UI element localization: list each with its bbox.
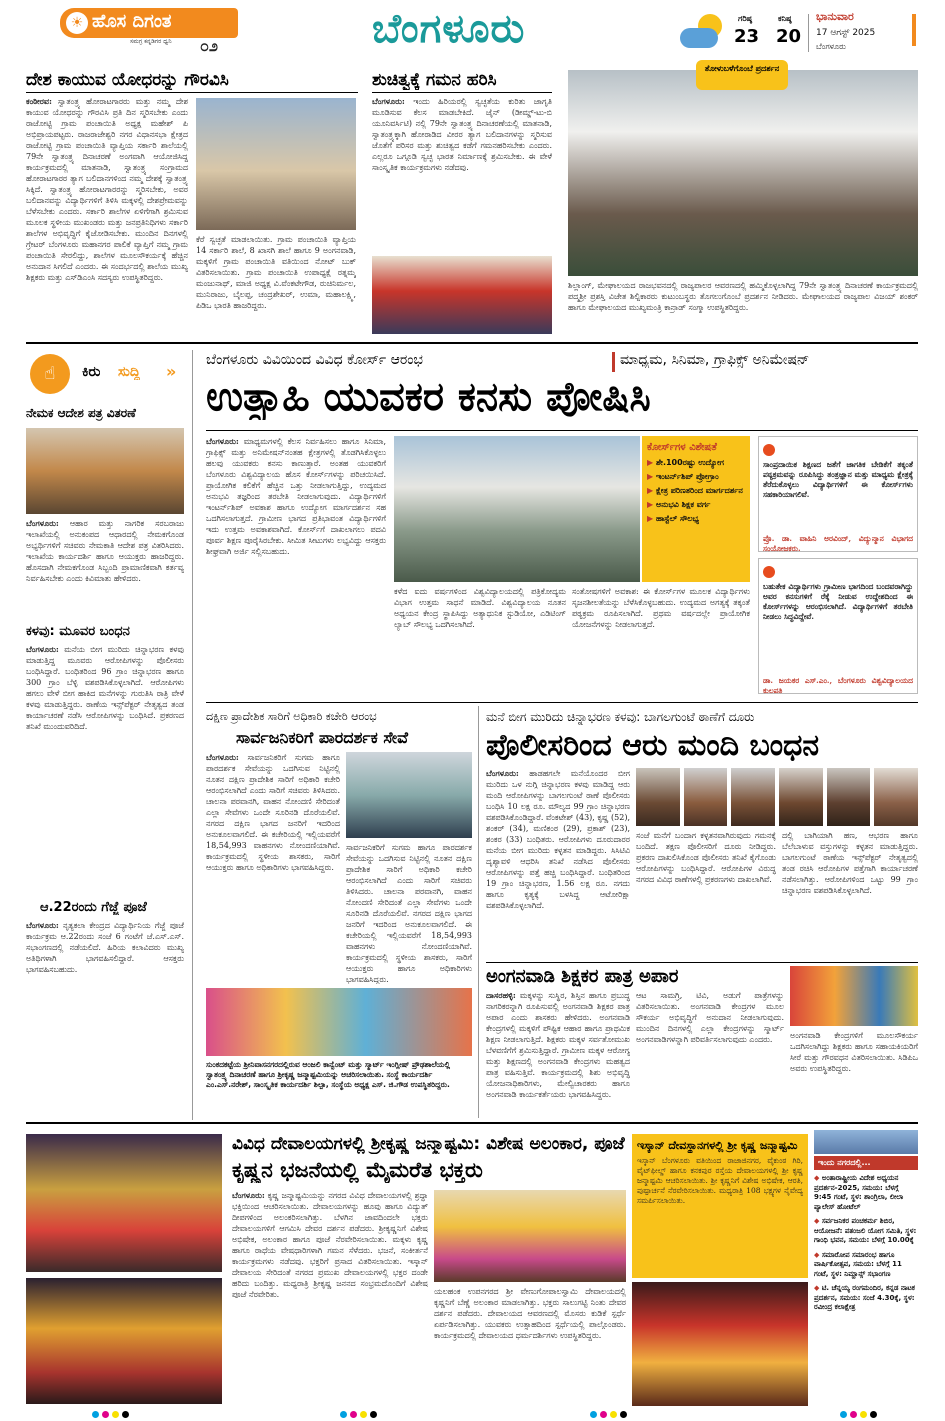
lead-quote1-box <box>758 436 918 552</box>
max-temp-label: ಗರಿಷ್ಠ <box>738 14 752 23</box>
anganwadi-body-3: ಅಂಗನವಾಡಿ ಕೇಂದ್ರಗಳಿಗೆ ಮೂಲಸೌಕರ್ಯ ಒದಗಿಸಲಾಗಿದ್ದು ಶಿಕ್ಷಕರು ಹಾಗೂ ಸಹಾಯಕಿಯರಿಗೆ ಸೀರೆ ಮತ್ತು ಗೌರವಧನ ವಿತರಿಸಲಾಯಿತು. ಸಿಡಿಪಿಒ ಅವರು ಉಪಸ್ಥಿತರಿದ್ದರು. <box>790 1031 918 1073</box>
min-temp: 20 <box>776 26 802 47</box>
police-body-3: ದಲ್ಲಿ ಬಾಗಿಯಾಗಿ ಹಣ, ಆಭರಣ ಹಾಗೂ ಬೆಲೆಬಾಳುವ ವಸ್ತುಗಳನ್ನು ಕಳ್ಳತನ ಮಾಡುತ್ತಿದ್ದರು. ಬಾಗಲಗುಂಟೆ ಠಾಣೆಯ ಇನ್ಸ್‌ಪೆಕ್ಟರ್ ನೇತೃತ್ವದಲ್ಲಿ ತಂಡ ರಚಿಸಿ ಆರೋಪಿಗಳ ಪತ್ತೆಗಾಗಿ ಕಾರ್ಯಾಚರಣೆ ನಡೆಸಲಾಗಿತ್ತು. ಆರೋಪಿಗಳಿಂದ ಒಟ್ಟು 99 ಗ್ರಾಂ ಚಿನ್ನಾಭರಣ ವಶಪಡಿಸಿಕೊಳ್ಳಲಾಗಿದೆ. <box>782 831 918 895</box>
iskcon-title: ಇಸ್ಕಾನ್ ದೇವಸ್ಥಾನಗಳಲ್ಲಿ ಶ್ರೀ ಕೃಷ್ಣ ಜನ್ಮಾಷ್ಟಮಿ <box>637 1139 798 1152</box>
registration-dot <box>840 1411 847 1418</box>
school-caption: ಸುಂಕದಕಟ್ಟೆಯ ಶ್ರೀನಿವಾಸನಗರದಲ್ಲಿರುವ ಆಂಜಲಿ ಕಾನ್ವೆಂಟ್ ಮತ್ತು ಸ್ಮಾರ್ಟ್ ಇಂಗ್ಲೀಷ್ ಪ್ರೌಢಶಾಲೆಯಲ್ಲಿ ಸ್ವಾತಂತ್ರ್ಯ ದಿನಾಚರಣೆ ಹಾಗೂ ಶ್ರೀಕೃಷ್ಣ ಜನ್ಮಾಷ್ಟಮಿಯನ್ನು ಆಚರಿಸಲಾಯಿತು. ಸಂಸ್ಥೆ ಕಾರ್ಯದರ್ಶಿ ಎಂ.ಎಸ್.ನರೇಶ್, ಸಾಂಸ್ಕೃತಿಕ ಕಾರ್ಯದರ್ಶಿ ಶಿಲ್ಪಾ, ಸಂಸ್ಥೆಯ ಅಧ್ಯಕ್ಷ ಎಸ್. ಜಿ.ಗೌಡ ಉಪಸ್ಥಿತರಿದ್ದರು. <box>206 1060 451 1089</box>
story2-headline: ಶುಚಿತ್ವಕ್ಕೆ ಗಮನ ಹರಿಸಿ <box>372 70 497 90</box>
brand-tagline: ಸಮಗ್ರ ಕನ್ನಡಿಗರ ಧ್ವನಿ <box>130 38 172 45</box>
story2-rule <box>372 92 552 93</box>
bullet-icon: ◆ <box>814 1284 822 1292</box>
office-column-rule <box>478 706 479 1118</box>
lead-quote1-by: ಪ್ರೊ. ಡಾ. ವಾಹಿನಿ ಅರವಿಂದ್, ವಿದ್ಯುನ್ಮಾನ ವಿಭಾಗದ ಸಂಯೋಜಕರು. <box>763 534 913 553</box>
color-registration-marks <box>840 1411 877 1418</box>
police-headline: ಪೊಲೀಸರಿಂದ ಆರು ಮಂದಿ ಬಂಧನ <box>486 728 820 763</box>
school-photo <box>206 988 472 1056</box>
city-title: ಬೆಂಗಳೂರು <box>372 6 526 52</box>
events-list <box>814 1174 918 1408</box>
anganwadi-body-2: ಆಟ ಸಾಮಗ್ರಿ, ಟಿವಿ, ಅಡುಗೆ ಪಾತ್ರೆಗಳನ್ನು ವಿತರಿಸಲಾಯಿತು. ಅಂಗನವಾಡಿ ಕೇಂದ್ರಗಳ ಮೂಲ ಸೌಕರ್ಯ ಅಭಿವೃದ್ಧಿಗೆ ಅನುದಾನ ನೀಡಲಾಗುವುದು. ಮುಂದಿನ ದಿನಗಳಲ್ಲಿ ಎಲ್ಲಾ ಕೇಂದ್ರಗಳನ್ನು ಸ್ಮಾರ್ಟ್ ಅಂಗನವಾಡಿಗಳನ್ನಾಗಿ ಪರಿವರ್ತಿಸಲಾಗುವುದು ಎಂದರು. <box>636 991 784 1044</box>
lead-feature-label: ಶೇ.100ರಷ್ಟು ಉದ್ಯೋಗ <box>655 458 724 467</box>
masthead-accent-bar <box>912 14 916 46</box>
krishna-headline-2: ಕೃಷ್ಣನ ಭಜನೆಯಲ್ಲಿ ಮೈಮರೆತ ಭಕ್ತರು <box>232 1158 483 1182</box>
story2-body: ಬೆಂಗಳೂರು: ಇಂದು ಹಿರಿಯರಲ್ಲಿ ಸ್ವಚ್ಛತೆಯ ಕುರಿತು ಜಾಗೃತಿ ಮೂಡಿಸುವ ಕೆಲಸ ಮಾಡಬೇಕಿದೆ. ಜೈನ್ (ಡೀಮ್ಡ್-ಟು-ಬಿ ಯೂನಿವರ್ಸಿಟಿ) ನಲ್ಲಿ 79ನೇ ಸ್ವಾತಂತ್ರ್ಯ ದಿನಾಚರಣೆಯಲ್ಲಿ ಮಾತನಾಡಿ, ಸ್ವಾತಂತ್ರ್ಯಕ್ಕಾಗಿ ಹೋರಾಡಿದ ವೀರರ ತ್ಯಾಗ ಬಲಿದಾನಗಳನ್ನು ಸ್ಮರಿಸುವ ಜೊತೆಗೆ ಪರಿಸರ ಮತ್ತು ಶುಚಿತ್ವದ ಕಡೆಗೆ ಗಮನಹರಿಸಬೇಕು ಎಂದರು. ಎಲ್ಲರೂ ಒಗ್ಗೂಡಿ ಸ್ವಚ್ಛ ಭಾರತ ನಿರ್ಮಾಣಕ್ಕೆ ಶ್ರಮಿಸಬೇಕು. ಈ ವೇಳೆ ಸಾಂಸ್ಕೃತಿಕ ಕಾರ್ಯಕ್ರಮಗಳು ನಡೆದವು. <box>372 96 552 172</box>
lead-feature-label: ಕ್ಷೇತ್ರ ಪರಿಣತರಿಂದ ಮಾರ್ಗದರ್ಶನ <box>655 486 743 495</box>
police-body-2: ಸಂಜೆ ಮನೆಗೆ ಬಂದಾಗ ಕಳ್ಳತನವಾಗಿರುವುದು ಗಮನಕ್ಕೆ ಬಂದಿದೆ. ತಕ್ಷಣ ಪೊಲೀಸರಿಗೆ ದೂರು ನೀಡಿದ್ದರು. ಪ್ರಕರಣ ದಾಖಲಿಸಿಕೊಂಡ ಪೊಲೀಸರು ತನಿಖೆ ಕೈಗೊಂಡು ಆರೋಪಿಗಳನ್ನು ಬಂಧಿಸಿದ್ದಾರೆ. ಆರೋಪಿಗಳ ವಿರುದ್ಧ ನಗರದ ವಿವಿಧ ಠಾಣೆಗಳಲ್ಲಿ ಪ್ರಕರಣಗಳು ದಾಖಲಾಗಿವೆ. <box>636 831 776 884</box>
events-title: ಇಂದು ನಗರದಲ್ಲಿ... <box>814 1156 918 1170</box>
kiru-item3-title: ಆ.22ರಂದು ಗೆಜ್ಜೆ ಪೂಜೆ <box>40 900 147 915</box>
arrow-right-icon: ▶ <box>647 500 656 509</box>
story3-badge: ತೋಳುಬಳೆಗೊಂಬೆ ಪ್ರದರ್ಶನ <box>696 60 788 90</box>
krishna-body-2: ಯಲಹಂಕ ಉಪನಗರದ ಶ್ರೀ ವೇಣುಗೋಪಾಲಸ್ವಾಮಿ ದೇವಾಲಯದಲ್ಲಿ ಕೃಷ್ಣನಿಗೆ ಬೆಣ್ಣೆ ಅಲಂಕಾರ ಮಾಡಲಾಗಿತ್ತು. ಭಕ್ತರು ಸಾಲುಗಟ್ಟಿ ನಿಂತು ದೇವರ ದರ್ಶನ ಪಡೆದರು. ದೇವಾಲಯದ ಆವರಣದಲ್ಲಿ ಮೊಸರು ಕುಡಿಕೆ ಸ್ಪರ್ಧೆ ಏರ್ಪಡಿಸಲಾಗಿತ್ತು. ಯುವಕರು ಉತ್ಸಾಹದಿಂದ ಸ್ಪರ್ಧೆಯಲ್ಲಿ ಪಾಲ್ಗೊಂಡರು. ಕಾರ್ಯಕ್ರಮದಲ್ಲಿ ದೇವಾಲಯದ ಧರ್ಮದರ್ಶಿಗಳು ಉಪಸ್ಥಿತರಿದ್ದರು. <box>434 1287 626 1340</box>
bullet-icon: ◆ <box>814 1174 822 1182</box>
lead-kicker-separator <box>612 352 615 372</box>
registration-dot <box>610 1411 617 1418</box>
registration-dot <box>112 1411 119 1418</box>
anganwadi-body: ದಾಸರಹಳ್ಳಿ: ಮಕ್ಕಳನ್ನು ಸುಸ್ಥಿರ, ಶಿಸ್ತಿನ ಹಾಗೂ ಪ್ರಬುದ್ಧ ನಾಗರಿಕರನ್ನಾಗಿ ರೂಪಿಸುವಲ್ಲಿ ಅಂಗನವಾಡಿ ಶಿಕ್ಷಕರ ಪಾತ್ರ ಅಪಾರ ಎಂದು ಶಾಸಕರು ಹೇಳಿದರು. ಅಂಗನವಾಡಿ ಕೇಂದ್ರಗಳಲ್ಲಿ ಮಕ್ಕಳಿಗೆ ಪೌಷ್ಟಿಕ ಆಹಾರ ಹಾಗೂ ಪ್ರಾಥಮಿಕ ಶಿಕ್ಷಣ ನೀಡಲಾಗುತ್ತಿದೆ. ಶಿಕ್ಷಕರು ಮಕ್ಕಳ ಸರ್ವತೋಮುಖ ಬೆಳವಣಿಗೆಗೆ ಶ್ರಮಿಸುತ್ತಿದ್ದಾರೆ. ಗ್ರಾಮೀಣ ಮಕ್ಕಳ ಆರೋಗ್ಯ ಮತ್ತು ಶಿಕ್ಷಣದಲ್ಲಿ ಅಂಗನವಾಡಿ ಕೇಂದ್ರಗಳು ಮಹತ್ವದ ಪಾತ್ರ ವಹಿಸುತ್ತಿವೆ. ಕಾರ್ಯಕ್ರಮದಲ್ಲಿ ಶಿಶು ಅಭಿವೃದ್ಧಿ ಯೋಜನಾಧಿಕಾರಿಗಳು, ಮೇಲ್ವಿಚಾರಕರು ಹಾಗೂ ಅಂಗನವಾಡಿ ಕಾರ್ಯಕರ್ತೆಯರು ಭಾಗವಹಿಸಿದ್ದರು. <box>486 990 630 1099</box>
skyline-icon <box>814 1130 918 1154</box>
lead-feature-item <box>647 499 745 510</box>
story1-photo <box>196 98 356 230</box>
sun-cloud-icon <box>680 14 726 52</box>
registration-dot <box>102 1411 109 1418</box>
row2-divider <box>206 702 918 703</box>
row3-divider <box>26 1122 918 1124</box>
story3-photo <box>568 70 918 276</box>
registration-dot <box>590 1411 597 1418</box>
lead-rule <box>206 430 918 431</box>
suspect-photo <box>827 768 871 826</box>
suspect-photo <box>779 768 823 826</box>
edition-name: ಬೆಂಗಳೂರು <box>816 42 846 51</box>
kiru-item1-body: ಬೆಂಗಳೂರು: ಆಹಾರ ಮತ್ತು ನಾಗರಿಕ ಸರಬರಾಜು ಇಲಾಖೆಯಲ್ಲಿ ಅನುಕಂಪದ ಆಧಾರದಲ್ಲಿ ನೇಮಕಗೊಂಡ ಅಭ್ಯರ್ಥಿಗಳಿಗೆ ಸಚಿವರು ನೇಮಕಾತಿ ಆದೇಶ ಪತ್ರ ವಿತರಿಸಿದರು. ಇಲಾಖೆಯ ಕಾರ್ಯದರ್ಶಿ ಹಾಗೂ ಆಯುಕ್ತರು ಹಾಜರಿದ್ದರು. ಹೊಸದಾಗಿ ನೇಮಕಗೊಂಡ ಸಿಬ್ಬಂದಿ ಪ್ರಾಮಾಣಿಕವಾಗಿ ಕರ್ತವ್ಯ ನಿರ್ವಹಿಸಬೇಕು ಎಂದು ಕಿವಿಮಾತು ಹೇಳಿದರು. <box>26 518 184 583</box>
chevron-right-icon: » <box>166 362 177 381</box>
color-registration-marks <box>92 1411 129 1418</box>
event-text: ಟಿ. ಚೆನ್ನಯ್ಯ ರಂಗಮಂದಿರ, ಕನ್ನಡ ನಾಟಕ ಪ್ರದರ್ಶನ, ಸಮಯ: ಸಂಜೆ 4.30ಕ್ಕೆ, ಸ್ಥಳ: ರವೀಂದ್ರ ಕಲಾಕ್ಷೇತ್ರ <box>814 1284 915 1311</box>
lead-headline: ಉತ್ಸಾಹಿ ಯುವಕರ ಕನಸು ಪೋಷಿಸಿ <box>206 374 651 420</box>
arrow-right-icon: ▶ <box>647 472 656 481</box>
brand-name: ಹೊಸ ದಿಗಂತ <box>92 11 172 32</box>
issue-date: 17 ಆಗಸ್ಟ್ 2025 <box>816 28 876 38</box>
story2-photo <box>372 256 552 334</box>
krishna-photo-3 <box>434 1190 626 1282</box>
lead-features-box <box>642 436 750 582</box>
row1-divider <box>26 342 918 344</box>
lead-feature-label: ಹಾಸ್ಟೆಲ್ ಸೌಲಭ್ಯ <box>655 514 699 523</box>
hand-icon: ☝ <box>30 354 70 394</box>
lead-body: ಬೆಂಗಳೂರು: ಮಾಧ್ಯಮಗಳಲ್ಲಿ ಕೆಲಸ ನಿರ್ವಹಿಸಲು ಹಾಗೂ ಸಿನಿಮಾ, ಗ್ರಾಫಿಕ್ಸ್ ಮತ್ತು ಅನಿಮೇಷನ್‌ನಂತಹ ಕ್ಷೇತ್ರಗಳಲ್ಲಿ ತೊಡಗಿಸಿಕೊಳ್ಳಲು ಹಲವು ಯುವಕರು ಕನಸು ಕಾಣುತ್ತಾರೆ. ಅಂತಹ ಯುವಕರಿಗೆ ಬೆಂಗಳೂರು ವಿಶ್ವವಿದ್ಯಾಲಯ ಹೊಸ ಕೋರ್ಸ್‌ಗಳನ್ನು ಪರಿಚಯಿಸಿದೆ. ಪ್ರಾಯೋಗಿಕ ಕಲಿಕೆಗೆ ಹೆಚ್ಚಿನ ಒತ್ತು ನೀಡಲಾಗುತ್ತಿದ್ದು, ಉದ್ಯಮದ ಅನುಭವಿ ತಜ್ಞರಿಂದ ತರಬೇತಿ ನೀಡಲಾಗುವುದು. ವಿದ್ಯಾರ್ಥಿಗಳಿಗೆ ಇಂಟರ್ನ್‌ಶಿಪ್ ಅವಕಾಶ ಹಾಗೂ ಉದ್ಯೋಗ ಮಾರ್ಗದರ್ಶನ ಸಹ ಒದಗಿಸಲಾಗುತ್ತದೆ. ಗ್ರಾಮೀಣ ಭಾಗದ ಪ್ರತಿಭಾವಂತ ವಿದ್ಯಾರ್ಥಿಗಳಿಗೆ ಇದು ಉತ್ತಮ ಅವಕಾಶವಾಗಿದೆ. ಕೋರ್ಸ್‌ಗೆ ದಾಖಲಾಗಲು ಪದವಿ ಪೂರ್ವ ಶಿಕ್ಷಣ ಪೂರೈಸಿರಬೇಕು. ಸೀಮಿತ ಸೀಟುಗಳು ಲಭ್ಯವಿದ್ದು ಆಸಕ್ತರು ಶೀಘ್ರವಾಗಿ ಅರ್ಜಿ ಸಲ್ಲಿಸಬಹುದು. <box>206 436 386 556</box>
lead-kicker-b: ಮಾಧ್ಯಮ, ಸಿನಿಮಾ, ಗ್ರಾಫಿಕ್ಸ್ ಅನಿಮೇಷನ್ <box>620 352 810 368</box>
registration-dot <box>620 1411 627 1418</box>
office-body: ಬೆಂಗಳೂರು: ಸಾರ್ವಜನಿಕರಿಗೆ ಸುಗಮ ಹಾಗೂ ಪಾರದರ್ಶಕ ಸೇವೆಯನ್ನು ಒದಗಿಸುವ ನಿಟ್ಟಿನಲ್ಲಿ ನೂತನ ದಕ್ಷಿಣ ಪ್ರಾದೇಶಿಕ ಸಾರಿಗೆ ಅಧಿಕಾರಿ ಕಚೇರಿ ಆರಂಭಿಸಲಾಗಿದೆ ಎಂದು ಸಾರಿಗೆ ಸಚಿವರು ತಿಳಿಸಿದರು. ಚಾಲನಾ ಪರವಾನಗಿ, ವಾಹನ ನೋಂದಣಿ ಸೇರಿದಂತೆ ಎಲ್ಲಾ ಸೇವೆಗಳು ಒಂದೇ ಸೂರಿನಡಿ ದೊರೆಯಲಿವೆ. ನಗರದ ದಕ್ಷಿಣ ಭಾಗದ ಜನರಿಗೆ ಇದರಿಂದ ಅನುಕೂಲವಾಗಲಿದೆ. ಈ ಕಚೇರಿಯಲ್ಲಿ ಇಲ್ಲಿಯವರೆಗೆ 18,54,993 ವಾಹನಗಳು ನೋಂದಣಿಯಾಗಿವೆ. ಕಾರ್ಯಕ್ರಮದಲ್ಲಿ ಸ್ಥಳೀಯ ಶಾಸಕರು, ಸಾರಿಗೆ ಆಯುಕ್ತರು ಹಾಗೂ ಅಧಿಕಾರಿಗಳು ಭಾಗವಹಿಸಿದ್ದರು. <box>206 752 340 872</box>
brand-logo <box>60 8 238 55</box>
registration-dot <box>370 1411 377 1418</box>
lead-quote2-by: ಡಾ. ಜಯಕರ ಎಸ್.ಎಂ., ಬೆಂಗಳೂರು ವಿಶ್ವವಿದ್ಯಾಲಯದ ಕುಲಪತಿ <box>763 676 913 695</box>
anganwadi-photo <box>790 966 918 1026</box>
event-text: ಅಂತಾರಾಷ್ಟ್ರೀಯ ವಿದೇಶ ಅಧ್ಯಯನ ಪ್ರದರ್ಶನ-2025, ಸಮಯ: ಬೆಳಗ್ಗೆ 9:45 ಗಂಟೆ, ಸ್ಥಳ: ಶಾಂಗ್ರಿಲಾ, ಲೀಲಾ ಪ್ಯಾಲೇಸ್ ಹೋಟೆಲ್ <box>814 1174 904 1211</box>
max-temp: 23 <box>734 26 760 47</box>
office-photo <box>346 752 472 838</box>
krishna-body: ಬೆಂಗಳೂರು: ಕೃಷ್ಣ ಜನ್ಮಾಷ್ಟಮಿಯನ್ನು ನಗರದ ವಿವಿಧ ದೇವಾಲಯಗಳಲ್ಲಿ ಶ್ರದ್ಧಾ ಭಕ್ತಿಯಿಂದ ಆಚರಿಸಲಾಯಿತು. ದೇವಾಲಯಗಳನ್ನು ಹೂವು ಹಾಗೂ ವಿದ್ಯುತ್ ದೀಪಗಳಿಂದ ಅಲಂಕರಿಸಲಾಗಿತ್ತು. ಬೆಳಗಿನ ಜಾವದಿಂದಲೇ ಭಕ್ತರು ದೇವಾಲಯಗಳಿಗೆ ಆಗಮಿಸಿ ದೇವರ ದರ್ಶನ ಪಡೆದರು. ಶ್ರೀಕೃಷ್ಣನಿಗೆ ವಿಶೇಷ ಅಭಿಷೇಕ, ಅಲಂಕಾರ ಹಾಗೂ ಪೂಜೆ ನೆರವೇರಿಸಲಾಯಿತು. ಮಕ್ಕಳು ಕೃಷ್ಣ ಹಾಗೂ ರಾಧೆಯ ವೇಷಧಾರಿಗಳಾಗಿ ಗಮನ ಸೆಳೆದರು. ಭಜನೆ, ಸಂಕೀರ್ತನೆ ಕಾರ್ಯಕ್ರಮಗಳು ನಡೆದವು. ಭಕ್ತರಿಗೆ ಪ್ರಸಾದ ವಿತರಿಸಲಾಯಿತು. ಇಸ್ಕಾನ್ ದೇವಾಲಯ ಸೇರಿದಂತೆ ನಗರದ ಪ್ರಮುಖ ದೇವಾಲಯಗಳಲ್ಲಿ ಭಕ್ತರ ದಂಡೇ ಹರಿದು ಬಂದಿತ್ತು. ಮಧ್ಯರಾತ್ರಿ ಶ್ರೀಕೃಷ್ಣ ಜನನದ ಸಂಭ್ರಮದೊಂದಿಗೆ ವಿಶೇಷ ಪೂಜೆ ನೆರವೇರಿತು. <box>232 1190 428 1299</box>
lead-kicker-a: ಬೆಂಗಳೂರು ವಿವಿಯಿಂದ ವಿವಿಧ ಕೋರ್ಸ್ ಆರಂಭ <box>206 352 423 368</box>
office-headline: ಸಾರ್ವಜನಿಕರಿಗೆ ಪಾರದರ್ಶಕ ಸೇವೆ <box>236 728 409 747</box>
lamp-icon: ☀ <box>66 12 88 34</box>
story1-body: ಕಂಠೀರವ: ಸ್ವಾತಂತ್ರ್ಯ ಹೋರಾಟಗಾರರು ಮತ್ತು ನಮ್ಮ ದೇಶ ಕಾಯುವ ಯೋಧರನ್ನು ಗೌರವಿಸಿ ಪ್ರತಿ ದಿನ ಸ್ಮರಿಸಬೇಕು ಎಂದು ರಾಜೋಟ್ಟಿ ಗ್ರಾಮ ಪಂಚಾಯಿತಿ ಅಧ್ಯಕ್ಷ ಮಹೇಶ್ ಪಿ ಅಭಿಪ್ರಾಯಪಟ್ಟರು. ರಾಜರಾಜೇಶ್ವರಿ ನಗರ ವಿಧಾನಸಭಾ ಕ್ಷೇತ್ರದ ರಾಜೋಟ್ಟಿ ಗ್ರಾಮ ಪಂಚಾಯಿತಿ ವ್ಯಾಪ್ತಿಯ ಸರ್ಕಾರಿ ಶಾಲೆಯಲ್ಲಿ 79ನೇ ಸ್ವಾತಂತ್ರ್ಯ ದಿನಾಚರಣೆ ಅಂಗವಾಗಿ ಆಯೋಜಿಸಿದ್ದ ಕಾರ್ಯಕ್ರಮದಲ್ಲಿ ಮಾತನಾಡಿ, ಸ್ವಾತಂತ್ರ್ಯ ಸಂಗ್ರಾಮದ ಹೋರಾಟಗಾರರ ತ್ಯಾಗ ಬಲಿದಾನಗಳಿಂದ ನಮ್ಮ ದೇಶಕ್ಕೆ ಸ್ವಾತಂತ್ರ್ಯ ಸಿಕ್ಕಿದೆ. ಸ್ವಾತಂತ್ರ್ಯ ಹೋರಾಟಗಾರರನ್ನು ಸ್ಮರಿಸಬೇಕು, ಅವರ ಬಲಿದಾನವನ್ನು ವಿದ್ಯಾರ್ಥಿಗಳಿಗೆ ತಿಳಿಸಿ ಮಕ್ಕಳಲ್ಲಿ ದೇಶಪ್ರೇಮವನ್ನು ಬೆಳೆಸಬೇಕು ಎಂದರು. ಸರ್ಕಾರಿ ಶಾಲೆಗಳ ಏಳಿಗೆಗಾಗಿ ಶ್ರಮಿಸುವ ಮೂಲಕ ಸ್ಥಳೀಯ ಮುಖಂಡರು ಮತ್ತು ಜನಪ್ರತಿನಿಧಿಗಳು ಸರ್ಕಾರಿ ಶಾಲೆಗಳ ಅಭಿವೃದ್ಧಿಗೆ ಕೈಜೋಡಿಸಬೇಕು. ಮುಂದಿನ ದಿನಗಳಲ್ಲಿ ಗ್ರೇಟರ್ ಬೆಂಗಳೂರು ಮಹಾನಗರ ಪಾಲಿಕೆ ವ್ಯಾಪ್ತಿಗೆ ನಮ್ಮ ಗ್ರಾಮ ಪಂಚಾಯಿತಿ ಸೇರಲಿದ್ದು, ಶಾಲೆಗಳ ಮೂಲಸೌಕರ್ಯಕ್ಕೆ ಹೆಚ್ಚಿನ ಅನುದಾನ ಸಿಗಲಿದೆ ಎಂದರು. ಈ ಸಂದರ್ಭದಲ್ಲಿ ಶಾಲೆಯ ಮುಖ್ಯ ಶಿಕ್ಷಕರು ಮತ್ತು ಎಸ್‌ಡಿಎಂಸಿ ಸದಸ್ಯರು ಉಪಸ್ಥಿತರಿದ್ದರು. <box>26 96 188 282</box>
suspect-photo <box>636 768 680 826</box>
office-body-2: ಸಾರ್ವಜನಿಕರಿಗೆ ಸುಗಮ ಹಾಗೂ ಪಾರದರ್ಶಕ ಸೇವೆಯನ್ನು ಒದಗಿಸುವ ನಿಟ್ಟಿನಲ್ಲಿ ನೂತನ ದಕ್ಷಿಣ ಪ್ರಾದೇಶಿಕ ಸಾರಿಗೆ ಅಧಿಕಾರಿ ಕಚೇರಿ ಆರಂಭಿಸಲಾಗಿದೆ ಎಂದು ಸಾರಿಗೆ ಸಚಿವರು ತಿಳಿಸಿದರು. ಚಾಲನಾ ಪರವಾನಗಿ, ವಾಹನ ನೋಂದಣಿ ಸೇರಿದಂತೆ ಎಲ್ಲಾ ಸೇವೆಗಳು ಒಂದೇ ಸೂರಿನಡಿ ದೊರೆಯಲಿವೆ. ನಗರದ ದಕ್ಷಿಣ ಭಾಗದ ಜನರಿಗೆ ಇದರಿಂದ ಅನುಕೂಲವಾಗಲಿದೆ. ಈ ಕಚೇರಿಯಲ್ಲಿ ಇಲ್ಲಿಯವರೆಗೆ 18,54,993 ವಾಹನಗಳು ನೋಂದಣಿಯಾಗಿವೆ. ಕಾರ್ಯಕ್ರಮದಲ್ಲಿ ಸ್ಥಳೀಯ ಶಾಸಕರು, ಸಾರಿಗೆ ಆಯುಕ್ತರು ಹಾಗೂ ಅಧಿಕಾರಿಗಳು ಭಾಗವಹಿಸಿದ್ದರು. <box>346 843 472 984</box>
kiru-badge <box>26 352 184 396</box>
arrow-right-icon: ▶ <box>647 458 656 467</box>
event-text: ಸರ್ವಜನಿಕರ ಪಂಚಕರ್ಮ ಶಿಬಿರ, ಆಯೋಜನೆ: ಪತಂಜಲಿ ಯೋಗ ಸಮಿತಿ, ಸ್ಥಳ: ಗಾಂಧಿ ಭವನ, ಸಮಯ: ಬೆಳಗ್ಗೆ 10.00ಕ್ಕೆ <box>814 1217 917 1244</box>
lead-quote2: ಬಹುತೇಕ ವಿದ್ಯಾರ್ಥಿಗಳು ಗ್ರಾಮೀಣ ಭಾಗದಿಂದ ಬಂದವರಾಗಿದ್ದು ಅವರ ಕನಸುಗಳಿಗೆ ರೆಕ್ಕೆ ನೀಡುವ ಉದ್ದೇಶದಿಂದ ಈ ಕೋರ್ಸ್‌ಗಳನ್ನು ಆರಂಭಿಸಲಾಗಿದೆ. ವಿದ್ಯಾರ್ಥಿಗಳಿಗೆ ತರಬೇತಿ ನೀಡಲು ಸಿದ್ಧವಿದ್ದೇವೆ. <box>763 582 913 621</box>
event-item <box>814 1251 918 1280</box>
lead-features-title: ಕೋರ್ಸ್‌ಗಳ ವಿಶೇಷತೆ <box>647 442 717 453</box>
kiru-item3-body: ಬೆಂಗಳೂರು: ನೃತ್ಯಕಲಾ ಕೇಂದ್ರದ ವಿದ್ಯಾರ್ಥಿನಿಯ ಗೆಜ್ಜೆ ಪೂಜೆ ಕಾರ್ಯಕ್ರಮ ಆ.22ರಂದು ಸಂಜೆ 6 ಗಂಟೆಗೆ ಜೆ.ಎಸ್.ಎಸ್. ಸಭಾಂಗಣದಲ್ಲಿ ನಡೆಯಲಿದೆ. ಹಿರಿಯ ಕಲಾವಿದರು ಮುಖ್ಯ ಅತಿಥಿಗಳಾಗಿ ಭಾಗವಹಿಸಲಿದ್ದಾರೆ. ಆಸಕ್ತರು ಭಾಗವಹಿಸಬಹುದು. <box>26 920 184 974</box>
lead-feature-label: ಅನುಭವಿ ಶಿಕ್ಷಕ ವರ್ಗ <box>655 500 711 509</box>
story1-rule <box>26 92 358 93</box>
anganwadi-headline: ಅಂಗನವಾಡಿ ಶಿಕ್ಷಕರ ಪಾತ್ರ ಅಪಾರ <box>486 966 679 987</box>
registration-dot <box>870 1411 877 1418</box>
color-registration-marks <box>340 1411 377 1418</box>
registration-dot <box>340 1411 347 1418</box>
bullet-icon: ◆ <box>814 1217 822 1225</box>
suspect-photo <box>731 768 775 826</box>
registration-dot <box>350 1411 357 1418</box>
bullet-icon: ◆ <box>814 1250 822 1259</box>
event-text: ಸಮಾರೋಪ ಸಮಾರಂಭ ಹಾಗೂ ವಾರ್ಷಿಕೋತ್ಸವ, ಸಮಯ: ಬೆಳಗ್ಗೆ 11 ಗಂಟೆ, ಸ್ಥಳ: ನಿಮ್ಹಾನ್ಸ್ ಸಭಾಂಗಣ <box>814 1250 902 1278</box>
lead-feature-item <box>647 513 745 524</box>
police-kicker: ಮನೆ ಬೀಗ ಮುರಿದು ಚಿನ್ನಾಭರಣ ಕಳವು: ಬಾಗಲಗುಂಟೆ ಠಾಣೆಗೆ ದೂರು <box>486 710 755 724</box>
registration-dot <box>850 1411 857 1418</box>
arrow-right-icon: ▶ <box>647 486 656 495</box>
registration-dot <box>122 1411 129 1418</box>
kiru-item1-title: ನೇಮಕ ಆದೇಶ ಪತ್ರ ವಿತರಣೆ <box>26 406 136 420</box>
story1-caption: ಕೆರೆ ಸ್ವಚ್ಛತೆ ಮಾಡಲಾಯಿತು. ಗ್ರಾಮ ಪಂಚಾಯಿತಿ ವ್ಯಾಪ್ತಿಯ 14 ಸರ್ಕಾರಿ ಶಾಲೆ, 8 ಖಾಸಗಿ ಶಾಲೆ ಹಾಗೂ 9 ಅಂಗನವಾಡಿ, ಮಕ್ಕಳಿಗೆ ಗ್ರಾಮ ಪಂಚಾಯಿತಿ ವತಿಯಿಂದ ನೋಟ್ ಬುಕ್ ವಿತರಿಸಲಾಯಿತು. ಗ್ರಾಮ ಪಂಚಾಯಿತಿ ಉಪಾಧ್ಯಕ್ಷೆ ರತ್ನಮ್ಮ ಮಂಜುನಾಥ್, ಮಾಜಿ ಅಧ್ಯಕ್ಷ ವಿ.ವೆಂಕಟೇಗೌಡ, ರುಚಿನಿರ್ಮಲ, ಮುನಿರಾಜು, ಬೈಲಪ್ಪ, ಚಂದ್ರಶೇಖರ್, ಉಮಾ, ಮಹಾಲಕ್ಷ್ಮಿ, ಪಿಡಿಒ ಭಾರತಿ ಹಾಜರಿದ್ದರು. <box>196 235 356 310</box>
color-registration-marks <box>590 1411 627 1418</box>
kiru-label: ಕಿರು <box>82 364 101 380</box>
lead-features-list <box>647 457 745 524</box>
arrow-right-icon: ▶ <box>647 514 656 523</box>
iskcon-body: ಇಸ್ಕಾನ್ ಬೆಂಗಳೂರು ವತಿಯಿಂದ ರಾಜಾಜಿನಗರ, ವೈಕುಂಠ ಗಿರಿ, ವೈಟ್‌ಫೀಲ್ಡ್ ಹಾಗೂ ಕನಕಪುರ ರಸ್ತೆಯ ದೇವಾಲಯಗಳಲ್ಲಿ ಶ್ರೀ ಕೃಷ್ಣ ಜನ್ಮಾಷ್ಟಮಿ ಆಚರಿಸಲಾಯಿತು. ಶ್ರೀ ಕೃಷ್ಣನಿಗೆ ವಿಶೇಷ ಅಭಿಷೇಕ, ಆರತಿ, ಪುಷ್ಪಾರ್ಚನೆ ನೆರವೇರಿಸಲಾಯಿತು. ಮಧ್ಯರಾತ್ರಿ 108 ಭಕ್ಷ್ಯಗಳ ನೈವೇದ್ಯ ಸಮರ್ಪಿಸಲಾಯಿತು. <box>637 1156 803 1205</box>
registration-dot <box>360 1411 367 1418</box>
kiru-label-2: ಸುದ್ದಿ <box>118 364 141 380</box>
suspect-photos <box>636 768 918 826</box>
masthead-divider <box>808 14 809 52</box>
story1-headline: ದೇಶ ಕಾಯುವ ಯೋಧರನ್ನು ಗೌರವಿಸಿ <box>26 70 229 90</box>
suspect-photo <box>684 768 728 826</box>
event-item <box>814 1284 918 1313</box>
event-item <box>814 1174 918 1212</box>
lead-photo <box>394 436 640 582</box>
police-divider <box>486 962 918 963</box>
registration-dot <box>92 1411 99 1418</box>
min-temp-label: ಕನಿಷ್ಠ <box>778 14 792 23</box>
krishna-photo-2 <box>26 1278 222 1404</box>
krishna-headline-1: ವಿವಿಧ ದೇವಾಲಯಗಳಲ್ಲಿ ಶ್ರೀಕೃಷ್ಣ ಜನ್ಮಾಷ್ಟಮಿ: ವಿಶೇಷ ಅಲಂಕಾರ, ಪೂಜೆ <box>232 1134 625 1154</box>
event-item <box>814 1217 918 1246</box>
quote-icon <box>763 566 775 578</box>
story3-caption: ಶಿಲ್ಲಾಂಗ್, ಮೇಘಾಲಯದ ರಾಜಭವನದಲ್ಲಿ ರಾಜ್ಯಪಾಲರ ಆವರಣದಲ್ಲಿ ಹಮ್ಮಿಕೊಳ್ಳಲಾಗಿದ್ದ 79ನೇ ಸ್ವಾತಂತ್ರ್ಯ ದಿನಾಚರಣೆ ಕಾರ್ಯಕ್ರಮದಲ್ಲಿ ಪದ್ಮಶ್ರೀ ಪ್ರಶಸ್ತಿ ವಿಜೇತ ಶಿಲ್ಪಿಕಾರರು ಕುಟುಂಬಸ್ಥರು ತೊಗಲುಗೊಂಬೆ ಪ್ರದರ್ಶನ ನೀಡಿದರು. ಮೇಘಾಲಯದ ರಾಜ್ಯಪಾಲ ವಿಜಯ್ ಶಂಕರ್ ಹಾಗೂ ಮೇಘಾಲಯದ ಮುಖ್ಯಮಂತ್ರಿ ಕಾನ್ರಾಡ್ ಸಂಗ್ಮಾ ಉಪಸ್ಥಿತರಿದ್ದರು. <box>568 281 918 312</box>
registration-dot <box>600 1411 607 1418</box>
events-panel <box>814 1130 918 1408</box>
day-name: ಭಾನುವಾರ <box>816 10 854 23</box>
registration-dot <box>860 1411 867 1418</box>
masthead <box>0 0 945 62</box>
office-kicker: ದಕ್ಷಿಣ ಪ್ರಾದೇಶಿಕ ಸಾರಿಗೆ ಅಧಿಕಾರಿ ಕಚೇರಿ ಆರಂಭ <box>206 710 377 723</box>
lead-quote2-box <box>758 558 918 694</box>
quote-icon <box>763 444 775 456</box>
krishna-photo-1 <box>26 1134 222 1272</box>
kiru-column-rule <box>192 350 193 1120</box>
lead-body-3: ಸಂತೋಷಗಳಿಗೆ ಅವಕಾಶ: ಈ ಕೋರ್ಸ್‌ಗಳ ಮೂಲಕ ವಿದ್ಯಾರ್ಥಿಗಳು ಸೃಜನಶೀಲತೆಯನ್ನು ಬೆಳೆಸಿಕೊಳ್ಳಬಹುದು. ಉದ್ಯಮದ ಅಗತ್ಯಕ್ಕೆ ತಕ್ಕಂತೆ ಪಠ್ಯಕ್ರಮ ರೂಪಿಸಲಾಗಿದೆ. ಪ್ರಥಮ ವರ್ಷದಲ್ಲೇ ಪ್ರಾಯೋಗಿಕ ಯೋಜನೆಗಳನ್ನು ನೀಡಲಾಗುತ್ತದೆ. <box>572 587 750 629</box>
lead-feature-item <box>647 457 745 468</box>
kiru-item1-photo <box>26 428 184 514</box>
iskcon-box <box>632 1134 808 1278</box>
lead-quote1: ಸಾಂಪ್ರದಾಯಿಕ ಶಿಕ್ಷಣದ ಜತೆಗೆ ಜಾಗತಿಕ ಬೇಡಿಕೆಗೆ ತಕ್ಕಂತೆ ಪಠ್ಯಕ್ರಮವನ್ನು ರೂಪಿಸಿದ್ದು ತಂತ್ರಜ್ಞಾನ ಮತ್ತು ಮಾಧ್ಯಮ ಕ್ಷೇತ್ರಕ್ಕೆ ತೆರೆದುಕೊಳ್ಳಲು ವಿದ್ಯಾರ್ಥಿಗಳಿಗೆ ಈ ಕೋರ್ಸ್‌ಗಳು ಸಹಕಾರಿಯಾಗಲಿವೆ. <box>763 460 913 499</box>
page-number: ೦೨ <box>200 36 218 55</box>
kiru-item2-title: ಕಳವು: ಮೂವರ ಬಂಧನ <box>26 624 130 639</box>
police-body: ಬೆಂಗಳೂರು: ಹಾಡಹಗಲೇ ಮನೆಯೊಂದರ ಬೀಗ ಮುರಿದು ಒಳ ನುಗ್ಗಿ ಚಿನ್ನಾಭರಣ ಕಳವು ಮಾಡಿದ್ದ ಆರು ಮಂದಿ ಆರೋಪಿಗಳನ್ನು ಬಾಗಲಗುಂಟೆ ಠಾಣೆ ಪೊಲೀಸರು ಬಂಧಿಸಿ 10 ಲಕ್ಷ ರೂ. ಮೌಲ್ಯದ 99 ಗ್ರಾಂ ಚಿನ್ನಾಭರಣ ವಶಪಡಿಸಿಕೊಂಡಿದ್ದಾರೆ. ವೆಂಕಟೇಶ್ (43), ಕೃಷ್ಣ (52), ಶಂಕರ್ (34), ಮಣಿಕಂಠ (29), ಪ್ರಕಾಶ್ (23), ಶಂಕರ (33) ಬಂಧಿತರು. ಆರೋಪಿಗಳು ದೂರುದಾರರ ಮನೆಯ ಬೀಗ ಮುರಿದು ಕಳ್ಳತನ ಮಾಡಿದ್ದರು. ಸಿಸಿಟಿವಿ ದೃಶ್ಯಾವಳಿ ಆಧರಿಸಿ ತನಿಖೆ ನಡೆಸಿದ ಪೊಲೀಸರು ಆರೋಪಿಗಳನ್ನು ಪತ್ತೆ ಹಚ್ಚಿ ಬಂಧಿಸಿದ್ದಾರೆ. ಬಂಧಿತರಿಂದ 19 ಗ್ರಾಂ ಚಿನ್ನಾಭರಣ, 1.56 ಲಕ್ಷ ರೂ. ನಗದು ಹಾಗೂ ಕೃತ್ಯಕ್ಕೆ ಬಳಸಿದ್ದ ಆಟೋರಿಕ್ಷಾ ವಶಪಡಿಸಿಕೊಳ್ಳಲಾಗಿದೆ. <box>486 768 630 910</box>
lead-feature-label: ಇಂಟರ್ನ್‌ಶಿಪ್ ಪ್ರೋಗ್ರಾಂ <box>655 472 719 481</box>
lead-body-2: ಕಳೆದ ಐದು ವರ್ಷಗಳಿಂದ ವಿಶ್ವವಿದ್ಯಾಲಯದಲ್ಲಿ ಪತ್ರಿಕೋದ್ಯಮ ವಿಭಾಗ ಉತ್ತಮ ಸಾಧನೆ ಮಾಡಿದೆ. ವಿಶ್ವವಿದ್ಯಾಲಯ ನೂತನ ಅಧ್ಯಯನ ಕೇಂದ್ರ ಸ್ಥಾಪಿಸಿದ್ದು ಅತ್ಯಾಧುನಿಕ ಸ್ಟುಡಿಯೋ, ಎಡಿಟಿಂಗ್ ಲ್ಯಾಬ್ ಸೌಲಭ್ಯ ಒದಗಿಸಲಾಗಿದೆ. <box>394 587 566 629</box>
lead-feature-item <box>647 471 745 482</box>
lead-feature-item <box>647 485 745 496</box>
suspect-photo <box>874 768 918 826</box>
krishna-photo-4 <box>632 1282 808 1406</box>
kiru-item2-body: ಬೆಂಗಳೂರು: ಮನೆಯ ಬೀಗ ಮುರಿದು ಚಿನ್ನಾಭರಣ ಕಳವು ಮಾಡುತ್ತಿದ್ದ ಮೂವರು ಆರೋಪಿಗಳನ್ನು ಪೊಲೀಸರು ಬಂಧಿಸಿದ್ದಾರೆ. ಬಂಧಿತರಿಂದ 96 ಗ್ರಾಂ ಚಿನ್ನಾಭರಣ ಹಾಗೂ 300 ಗ್ರಾಂ ಬೆಳ್ಳಿ ವಶಪಡಿಸಿಕೊಳ್ಳಲಾಗಿದೆ. ಆರೋಪಿಗಳು ಹಗಲು ವೇಳೆ ಬೀಗ ಹಾಕಿದ ಮನೆಗಳನ್ನು ಗುರುತಿಸಿ ರಾತ್ರಿ ವೇಳೆ ಕಳವು ಮಾಡುತ್ತಿದ್ದರು. ಠಾಣೆಯ ಇನ್ಸ್‌ಪೆಕ್ಟರ್ ನೇತೃತ್ವದ ತಂಡ ಕಾರ್ಯಾಚರಣೆ ನಡೆಸಿ ಆರೋಪಿಗಳನ್ನು ಬಂಧಿಸಿದೆ. ಪ್ರಕರಣದ ತನಿಖೆ ಮುಂದುವರಿದಿದೆ. <box>26 644 184 731</box>
